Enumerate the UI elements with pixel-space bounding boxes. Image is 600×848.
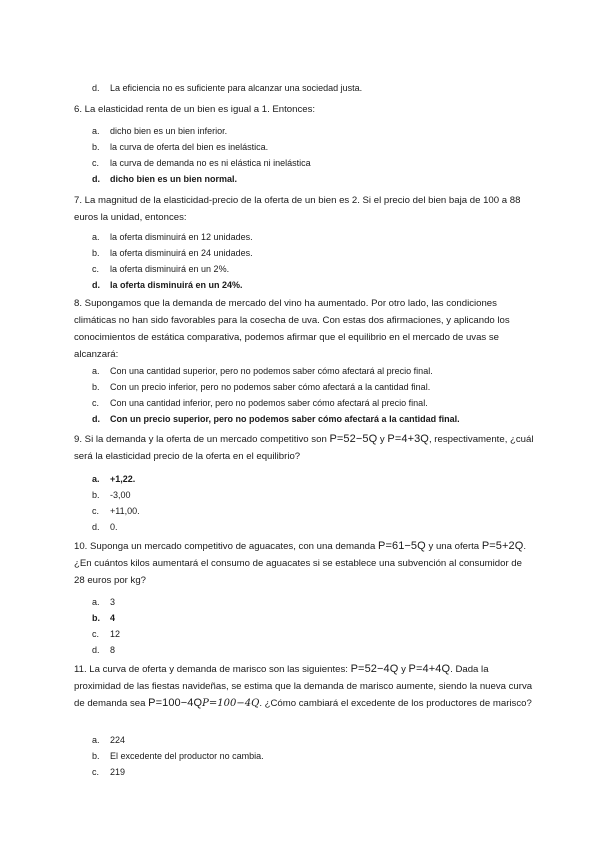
question-8-options [92, 363, 532, 427]
equation-supply: P=5+2Q [481, 540, 524, 552]
equation-demand: P=61−5Q [378, 540, 426, 552]
option-d: d. La eficiencia no es suficiente para alcanzar una sociedad justa. [92, 83, 363, 93]
option-b-correct: b. 4 [92, 613, 116, 623]
question-9-options [92, 471, 532, 535]
option-b: b. -3,00 [92, 490, 131, 500]
option-d: d. 0. [92, 522, 118, 532]
option-d-correct: d. Con un precio superior, pero no podemos saber cómo afectará a la cantidad final. [92, 414, 460, 424]
option-a: a. Con una cantidad superior, pero no podemos saber cómo afectará al precio final. [92, 366, 433, 376]
option-c: c. 219 [92, 767, 126, 777]
option-a-correct: a. +1,22. [92, 474, 136, 484]
question-7: 7. La magnitud de la elasticidad-precio de la oferta de un bien es 2. Si el precio del bien baja de 100 a 88 euros la unidad, entonces: [74, 195, 521, 223]
option-c: c. +11,00. [92, 506, 140, 516]
question-6: 6. La elasticidad renta de un bien es igual a 1. Entonces: [74, 104, 316, 115]
question-11-options [92, 732, 532, 780]
question-11: 11. La curva de oferta y demanda de marisco son las siguientes: P=52−4Q y P=4+4Q. Dada la proximidad de las fiestas navideñas, se estima que la demanda de marisco aumente, siendo la nueva curva de demanda sea P=100−4QP=100−4Q. ¿Cómo cambiará el excedente de los productores de marisco? [74, 663, 533, 709]
option-a: a. 3 [92, 597, 116, 607]
option-b: b. Con un precio inferior, pero no podemos saber cómo afectará a la cantidad final. [92, 382, 431, 392]
option-b: b. la curva de oferta del bien es inelástica. [92, 142, 269, 152]
option-c: c. Con una cantidad inferior, pero no podemos saber cómo afectará al precio final. [92, 398, 428, 408]
option-b: b. El excedente del productor no cambia. [92, 751, 264, 761]
option-a: a. dicho bien es un bien inferior. [92, 126, 228, 136]
equation-new-demand-italic: P=100−4Q [202, 698, 260, 709]
question-7-options [92, 229, 532, 293]
option-c: c. la curva de demanda no es ni elástica ni inelástica [92, 158, 311, 168]
equation-new-demand: P=100−4Q [148, 697, 203, 709]
option-b: b. la oferta disminuirá en 24 unidades. [92, 248, 253, 258]
option-a: a. 224 [92, 735, 126, 745]
prev-options [92, 80, 532, 96]
question-8: 8. Supongamos que la demanda de mercado del vino ha aumentado. Por otro lado, las condiciones climáticas no han sido favorables para la cosecha de uva. Con estas dos afirmaciones, y aplicando los conocimientos de estática comparativa, podemos afirmar que el equilibrio en el mercado de uvas se alcanzará: [74, 298, 510, 360]
option-c: c. la oferta disminuirá en un 2%. [92, 264, 230, 274]
question-10-options [92, 594, 532, 658]
equation-demand: P=52−5Q [329, 433, 378, 445]
equation-demand: P=4+4Q [408, 663, 451, 675]
question-10: 10. Suponga un mercado competitivo de aguacates, con una demanda P=61−5Q y una oferta P=5+2Q. ¿En cuántos kilos aumentará el consumo de aguacates si se establece una subvención al consumidor de 28 euros por kg? [74, 540, 527, 586]
equation-supply: P=4+3Q [387, 433, 429, 445]
option-c: c. 12 [92, 629, 121, 639]
question-9: 9. Si la demanda y la oferta de un mercado competitivo son P=52−5Q y P=4+3Q, respectivamente, ¿cuál será la elasticidad precio de la oferta en el equilibrio? [74, 433, 534, 462]
question-6-options [92, 123, 532, 187]
option-d-correct: d. la oferta disminuirá en un 24%. [92, 280, 243, 290]
option-a: a. la oferta disminuirá en 12 unidades. [92, 232, 253, 242]
option-d-correct: d. dicho bien es un bien normal. [92, 174, 238, 184]
equation-supply: P=52−4Q [350, 663, 399, 675]
option-d: d. 8 [92, 645, 116, 655]
